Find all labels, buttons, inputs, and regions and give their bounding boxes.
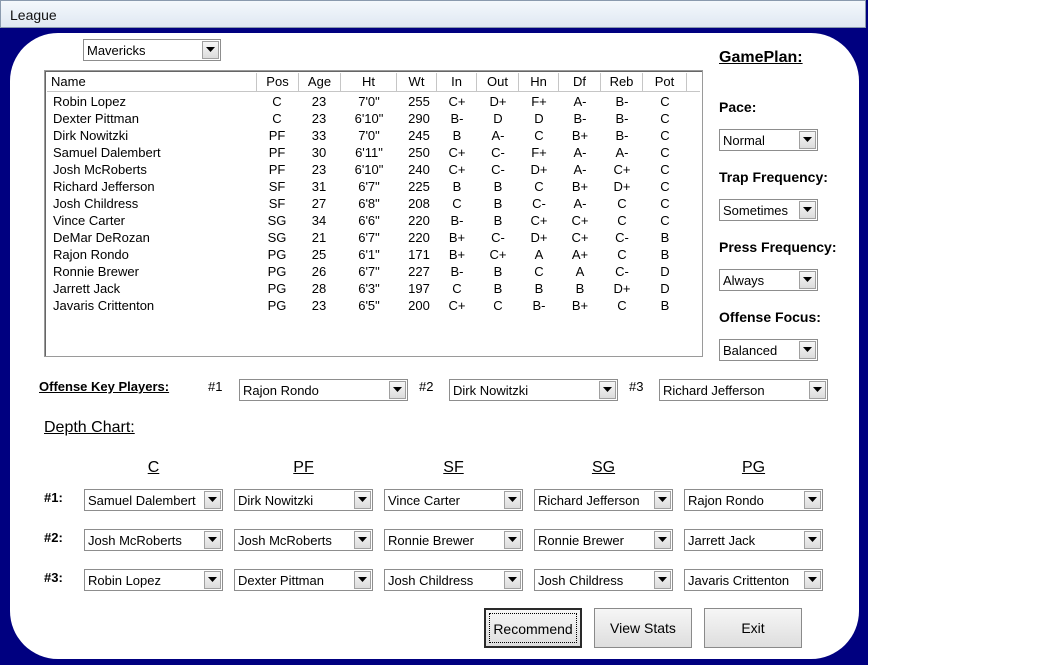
- depth-row-label-1: #1:: [44, 490, 63, 505]
- depth-pf-2-select[interactable]: [234, 529, 373, 551]
- table-row[interactable]: [47, 263, 700, 280]
- cell-pos: SF: [268, 196, 286, 211]
- depth-sg-1-select[interactable]: [534, 489, 673, 511]
- cell-name: Rajon Rondo: [53, 247, 129, 262]
- depth-sf-3-select[interactable]: [384, 569, 523, 591]
- cell-df: A-: [573, 145, 587, 160]
- chevron-down-icon[interactable]: [504, 531, 521, 549]
- table-row[interactable]: [47, 110, 700, 127]
- cell-pos: PG: [267, 264, 287, 279]
- depth-position-c: C: [147, 459, 160, 476]
- chevron-down-icon[interactable]: [354, 571, 371, 589]
- column-header-reb[interactable]: Reb: [601, 73, 643, 91]
- table-row[interactable]: [47, 212, 700, 229]
- cell-pot: B: [660, 247, 670, 262]
- cell-ht: 6'7": [358, 264, 380, 279]
- table-row[interactable]: [47, 127, 700, 144]
- depth-chart-title: Depth Chart:: [44, 419, 135, 436]
- cell-pos: SG: [267, 230, 287, 245]
- cell-in: C+: [448, 298, 466, 313]
- cell-age: 34: [311, 213, 327, 228]
- cell-df: A: [575, 264, 585, 279]
- chevron-down-icon[interactable]: [504, 491, 521, 509]
- key-player-1-select[interactable]: [239, 379, 408, 401]
- depth-pf-3-select[interactable]: [234, 569, 373, 591]
- cell-ht: 6'10": [354, 111, 384, 126]
- cell-reb: C: [617, 298, 627, 313]
- cell-in: C+: [448, 94, 466, 109]
- depth-position-sf: SF: [443, 459, 464, 476]
- cell-name: DeMar DeRozan: [53, 230, 150, 245]
- cell-name: Richard Jefferson: [53, 179, 155, 194]
- cell-out: D: [493, 111, 503, 126]
- cell-pos: PG: [267, 298, 287, 313]
- depth-select-value: Ronnie Brewer: [538, 533, 624, 548]
- depth-sf-2-select[interactable]: [384, 529, 523, 551]
- cell-age: 23: [311, 94, 327, 109]
- key-player-2-select[interactable]: [449, 379, 618, 401]
- cell-out: C+: [489, 247, 507, 262]
- depth-sg-2-select[interactable]: [534, 529, 673, 551]
- press-frequency-value: Always: [723, 273, 765, 288]
- cell-in: C+: [448, 145, 466, 160]
- cell-in: C+: [448, 162, 466, 177]
- cell-hn: C: [534, 264, 544, 279]
- cell-hn: D+: [530, 162, 548, 177]
- cell-in: B: [452, 179, 462, 194]
- cell-ht: 6'6": [358, 213, 380, 228]
- cell-hn: C+: [530, 213, 548, 228]
- cell-ht: 7'0": [358, 128, 380, 143]
- column-header-pot[interactable]: Pot: [643, 73, 687, 91]
- cell-pos: PG: [267, 281, 287, 296]
- chevron-down-icon[interactable]: [354, 491, 371, 509]
- chevron-down-icon[interactable]: [804, 531, 821, 549]
- chevron-down-icon[interactable]: [654, 531, 671, 549]
- column-header-df[interactable]: Df: [559, 73, 601, 91]
- cell-hn: B: [534, 281, 544, 296]
- roster-header: [47, 73, 700, 92]
- cell-ht: 6'7": [358, 230, 380, 245]
- cell-hn: C: [534, 179, 544, 194]
- cell-pos: PG: [267, 247, 287, 262]
- depth-select-value: Ronnie Brewer: [388, 533, 474, 548]
- depth-select-value: Josh Childress: [388, 573, 474, 588]
- cell-out: B: [493, 196, 503, 211]
- cell-hn: F+: [531, 94, 547, 109]
- cell-in: B: [452, 128, 462, 143]
- cell-ht: 6'1": [358, 247, 380, 262]
- chevron-down-icon[interactable]: [354, 531, 371, 549]
- key-player-1-value: Rajon Rondo: [243, 383, 319, 398]
- cell-pot: C: [660, 179, 670, 194]
- pace-select[interactable]: [719, 129, 818, 151]
- cell-pot: C: [660, 145, 670, 160]
- table-row[interactable]: [47, 297, 700, 314]
- gameplan-title: GamePlan:: [719, 49, 803, 66]
- depth-select-value: Samuel Dalembert: [88, 493, 196, 508]
- cell-age: 23: [311, 162, 327, 177]
- cell-pos: C: [272, 94, 282, 109]
- depth-select-value: Robin Lopez: [88, 573, 161, 588]
- cell-out: C: [493, 298, 503, 313]
- table-row[interactable]: [47, 161, 700, 178]
- cell-in: B-: [450, 264, 464, 279]
- cell-age: 27: [311, 196, 327, 211]
- cell-age: 23: [311, 298, 327, 313]
- chevron-down-icon[interactable]: [599, 381, 616, 399]
- cell-out: C-: [491, 230, 505, 245]
- depth-row-label-3: #3:: [44, 570, 63, 585]
- cell-out: B: [493, 264, 503, 279]
- table-row[interactable]: [47, 280, 700, 297]
- cell-pot: C: [660, 128, 670, 143]
- cell-reb: C: [617, 196, 627, 211]
- cell-name: Dirk Nowitzki: [53, 128, 129, 143]
- cell-in: B+: [448, 230, 466, 245]
- cell-name: Josh Childress: [53, 196, 139, 211]
- chevron-down-icon[interactable]: [504, 571, 521, 589]
- cell-name: Robin Lopez: [53, 94, 126, 109]
- cell-reb: C-: [615, 230, 629, 245]
- depth-select-value: Richard Jefferson: [538, 493, 640, 508]
- depth-c-1-select[interactable]: [84, 489, 223, 511]
- cell-ht: 6'8": [358, 196, 380, 211]
- cell-df: C+: [571, 230, 589, 245]
- depth-select-value: Rajon Rondo: [688, 493, 764, 508]
- chevron-down-icon[interactable]: [804, 571, 821, 589]
- cell-reb: A-: [615, 145, 629, 160]
- cell-df: B-: [573, 111, 587, 126]
- pace-value: Normal: [723, 133, 765, 148]
- cell-reb: B-: [615, 94, 629, 109]
- cell-pot: C: [660, 162, 670, 177]
- cell-out: D+: [489, 94, 507, 109]
- trap-frequency-value: Sometimes: [723, 203, 789, 218]
- cell-pot: C: [660, 213, 670, 228]
- cell-hn: D: [534, 111, 544, 126]
- cell-reb: C: [617, 213, 627, 228]
- depth-c-3-select[interactable]: [84, 569, 223, 591]
- cell-pos: C: [272, 111, 282, 126]
- cell-pos: PF: [268, 128, 286, 143]
- depth-select-value: Josh McRoberts: [88, 533, 182, 548]
- depth-pg-3-select[interactable]: [684, 569, 823, 591]
- depth-position-pg: PG: [741, 459, 766, 476]
- chevron-down-icon[interactable]: [204, 531, 221, 549]
- table-row[interactable]: [47, 178, 700, 195]
- cell-df: A-: [573, 94, 587, 109]
- cell-out: C-: [491, 162, 505, 177]
- chevron-down-icon[interactable]: [799, 271, 816, 289]
- cell-age: 31: [311, 179, 327, 194]
- cell-pot: D: [660, 264, 670, 279]
- cell-in: B-: [450, 111, 464, 126]
- table-row[interactable]: [47, 229, 700, 246]
- cell-wt: 200: [408, 298, 430, 313]
- cell-in: B+: [448, 247, 466, 262]
- cell-pos: SG: [267, 213, 287, 228]
- cell-df: B: [575, 281, 585, 296]
- key-player-1-label: #1: [208, 379, 223, 394]
- cell-wt: 250: [408, 145, 430, 160]
- depth-position-sg: SG: [591, 459, 616, 476]
- depth-row-label-2: #2:: [44, 530, 63, 545]
- depth-select-value: Josh Childress: [538, 573, 624, 588]
- cell-in: B-: [450, 213, 464, 228]
- cell-reb: C: [617, 247, 627, 262]
- cell-in: C: [452, 196, 462, 211]
- trap-frequency-label: Trap Frequency:: [719, 169, 828, 185]
- cell-pot: C: [660, 196, 670, 211]
- cell-age: 26: [311, 264, 327, 279]
- cell-name: Javaris Crittenton: [53, 298, 155, 313]
- cell-pot: C: [660, 111, 670, 126]
- cell-df: B+: [571, 298, 589, 313]
- cell-reb: B-: [615, 128, 629, 143]
- cell-wt: 171: [408, 247, 430, 262]
- cell-pos: SF: [268, 179, 286, 194]
- cell-wt: 255: [408, 94, 430, 109]
- chevron-down-icon[interactable]: [654, 571, 671, 589]
- chevron-down-icon[interactable]: [799, 201, 816, 219]
- team-select[interactable]: [83, 39, 221, 61]
- cell-out: C-: [491, 145, 505, 160]
- chevron-down-icon[interactable]: [204, 491, 221, 509]
- cell-age: 28: [311, 281, 327, 296]
- cell-df: C+: [571, 213, 589, 228]
- cell-df: B+: [571, 179, 589, 194]
- depth-pg-1-select[interactable]: [684, 489, 823, 511]
- offense-key-players-label: Offense Key Players:: [39, 379, 170, 394]
- chevron-down-icon[interactable]: [202, 41, 219, 59]
- exit-button[interactable]: Exit: [704, 608, 802, 648]
- cell-age: 25: [311, 247, 327, 262]
- cell-wt: 240: [408, 162, 430, 177]
- depth-position-pf: PF: [293, 459, 314, 476]
- cell-df: A+: [571, 247, 589, 262]
- cell-pot: B: [660, 230, 670, 245]
- cell-wt: 220: [408, 213, 430, 228]
- table-row[interactable]: [47, 144, 700, 161]
- cell-out: B: [493, 281, 503, 296]
- cell-wt: 225: [408, 179, 430, 194]
- depth-pg-2-select[interactable]: [684, 529, 823, 551]
- team-select-value: Mavericks: [87, 43, 146, 58]
- cell-age: 30: [311, 145, 327, 160]
- chevron-down-icon[interactable]: [204, 571, 221, 589]
- cell-wt: 208: [408, 196, 430, 211]
- cell-wt: 197: [408, 281, 430, 296]
- depth-pf-1-select[interactable]: [234, 489, 373, 511]
- chevron-down-icon[interactable]: [809, 381, 826, 399]
- cell-age: 21: [311, 230, 327, 245]
- chevron-down-icon[interactable]: [654, 491, 671, 509]
- trap-frequency-select[interactable]: [719, 199, 818, 221]
- cell-out: A-: [491, 128, 505, 143]
- table-row[interactable]: [47, 246, 700, 263]
- cell-reb: C+: [613, 162, 631, 177]
- cell-age: 23: [311, 111, 327, 126]
- chevron-down-icon[interactable]: [804, 491, 821, 509]
- cell-in: C: [452, 281, 462, 296]
- cell-out: B: [493, 213, 503, 228]
- chevron-down-icon[interactable]: [799, 341, 816, 359]
- chevron-down-icon[interactable]: [799, 131, 816, 149]
- depth-select-value: Vince Carter: [388, 493, 461, 508]
- view-stats-button[interactable]: View Stats: [594, 608, 692, 648]
- depth-select-value: Jarrett Jack: [688, 533, 756, 548]
- cell-name: Jarrett Jack: [53, 281, 121, 296]
- cell-reb: D+: [613, 281, 631, 296]
- column-header-ht[interactable]: Ht: [341, 73, 397, 91]
- cell-reb: D+: [613, 179, 631, 194]
- cell-wt: 227: [408, 264, 430, 279]
- cell-hn: A: [534, 247, 544, 262]
- cell-wt: 220: [408, 230, 430, 245]
- cell-ht: 6'5": [358, 298, 380, 313]
- key-player-2-label: #2: [419, 379, 434, 394]
- column-header-in[interactable]: In: [437, 73, 477, 91]
- column-header-wt[interactable]: Wt: [397, 73, 437, 91]
- cell-df: A-: [573, 162, 587, 177]
- column-header-hn[interactable]: Hn: [519, 73, 559, 91]
- cell-name: Samuel Dalembert: [53, 145, 161, 160]
- roster-list[interactable]: [44, 70, 703, 357]
- cell-out: B: [493, 179, 503, 194]
- cell-ht: 7'0": [358, 94, 380, 109]
- cell-wt: 290: [408, 111, 430, 126]
- cell-ht: 6'10": [354, 162, 384, 177]
- depth-select-value: Dexter Pittman: [238, 573, 324, 588]
- offense-focus-value: Balanced: [723, 343, 778, 358]
- key-player-3-value: Richard Jefferson: [663, 383, 765, 398]
- cell-df: B+: [571, 128, 589, 143]
- cell-pos: PF: [268, 162, 286, 177]
- depth-select-value: Josh McRoberts: [238, 533, 332, 548]
- cell-ht: 6'3": [358, 281, 380, 296]
- cell-name: Dexter Pittman: [53, 111, 139, 126]
- column-header-name[interactable]: Name: [47, 73, 257, 91]
- key-player-2-value: Dirk Nowitzki: [453, 383, 529, 398]
- press-frequency-label: Press Frequency:: [719, 239, 837, 255]
- cell-ht: 6'7": [358, 179, 380, 194]
- cell-hn: B-: [532, 298, 546, 313]
- cell-name: Josh McRoberts: [53, 162, 147, 177]
- cell-df: A-: [573, 196, 587, 211]
- depth-sg-3-select[interactable]: [534, 569, 673, 591]
- cell-pot: B: [660, 298, 670, 313]
- chevron-down-icon[interactable]: [389, 381, 406, 399]
- cell-name: Vince Carter: [53, 213, 126, 228]
- table-row[interactable]: [47, 195, 700, 212]
- column-header-pos[interactable]: Pos: [257, 73, 299, 91]
- recommend-button[interactable]: Recommend: [484, 608, 582, 648]
- window-title: League: [10, 7, 57, 23]
- depth-c-2-select[interactable]: [84, 529, 223, 551]
- title-bar: [0, 0, 866, 28]
- press-frequency-select[interactable]: [719, 269, 818, 291]
- cell-name: Ronnie Brewer: [53, 264, 139, 279]
- depth-select-value: Dirk Nowitzki: [238, 493, 314, 508]
- column-header-age[interactable]: Age: [299, 73, 341, 91]
- offense-focus-select[interactable]: [719, 339, 818, 361]
- cell-age: 33: [311, 128, 327, 143]
- depth-select-value: Javaris Crittenton: [688, 573, 790, 588]
- key-player-3-label: #3: [629, 379, 644, 394]
- cell-wt: 245: [408, 128, 430, 143]
- roster-rows: [47, 93, 700, 314]
- pace-label: Pace:: [719, 99, 757, 115]
- cell-ht: 6'11": [355, 145, 383, 160]
- table-row[interactable]: [47, 93, 700, 110]
- column-header-out[interactable]: Out: [477, 73, 519, 91]
- offense-focus-label: Offense Focus:: [719, 309, 821, 325]
- cell-hn: C-: [532, 196, 546, 211]
- key-player-3-select[interactable]: [659, 379, 828, 401]
- cell-pot: D: [660, 281, 670, 296]
- cell-hn: C: [534, 128, 544, 143]
- cell-pos: PF: [268, 145, 286, 160]
- depth-sf-1-select[interactable]: [384, 489, 523, 511]
- cell-hn: D+: [530, 230, 548, 245]
- cell-hn: F+: [531, 145, 547, 160]
- cell-reb: C-: [615, 264, 629, 279]
- cell-pot: C: [660, 94, 670, 109]
- cell-reb: B-: [615, 111, 629, 126]
